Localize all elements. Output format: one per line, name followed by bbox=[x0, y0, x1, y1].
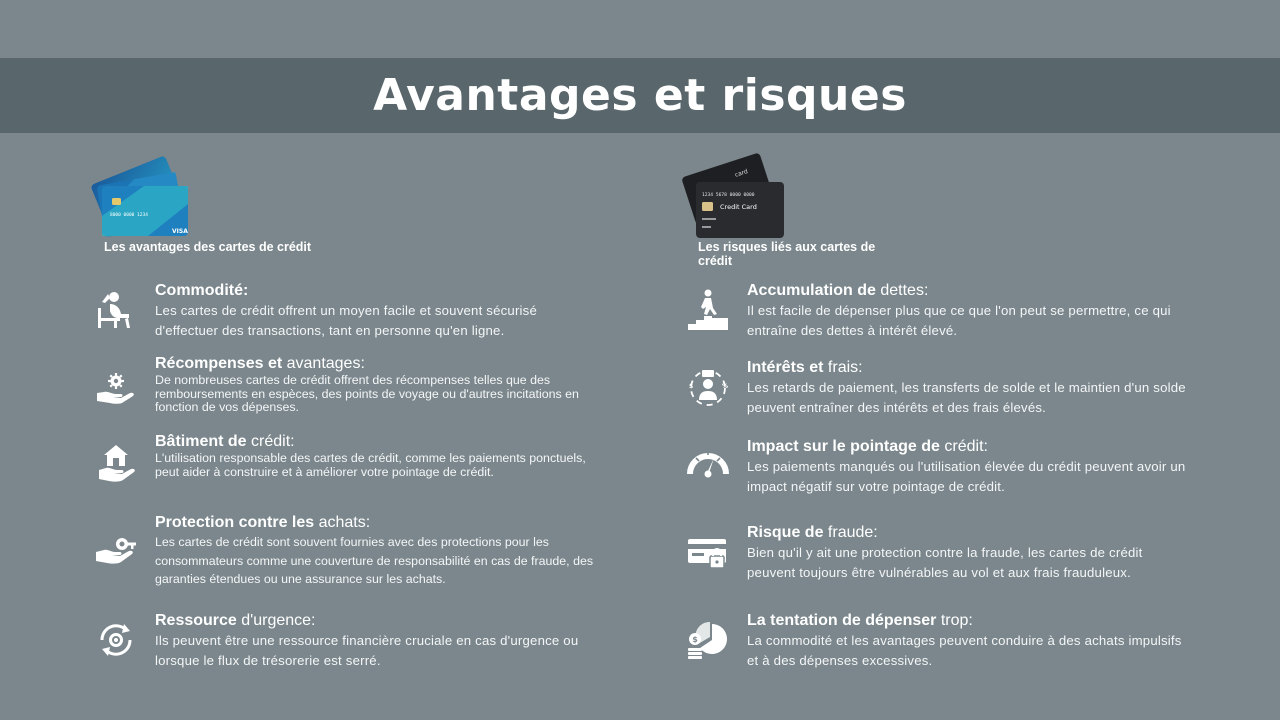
item-description: Il est facile de dépenser plus que ce que l'on peut se permettre, ce qui entraîne des dettes à intérêt élevé. bbox=[747, 303, 1171, 338]
person-fees-icon bbox=[686, 366, 730, 410]
left-column-caption: Les avantages des cartes de crédit bbox=[104, 240, 312, 254]
debt-stairs-icon bbox=[686, 288, 730, 332]
item-description: Les cartes de crédit sont souvent fournies avec des protections pour les consommateurs comme une couverture de responsabilité en cas de fraude, des garanties étendues ou une assurance sur les achats. bbox=[155, 535, 594, 586]
item-description: Bien qu'il y ait une protection contre la fraude, les cartes de crédit peuvent toujours être vulnérables au vol et aux frais frauduleux. bbox=[747, 545, 1143, 580]
item-heading: Impact sur le pointage de crédit: bbox=[747, 438, 988, 455]
item-heading: Commodité: bbox=[155, 282, 249, 299]
right-column-caption: Les risques liés aux cartes de crédit bbox=[698, 240, 876, 268]
credit-gauge-icon bbox=[686, 444, 730, 488]
item-heading: Récompenses et avantages: bbox=[155, 355, 365, 372]
relaxing-person-icon bbox=[94, 288, 138, 332]
card-number: 1234 5678 0000 0000 bbox=[702, 193, 755, 198]
item-description: La commodité et les avantages peuvent conduire à des achats impulsifs et à des dépenses excessives. bbox=[747, 633, 1182, 668]
item-heading: Accumulation de dettes: bbox=[747, 282, 929, 299]
card-label: Credit Card bbox=[720, 203, 757, 211]
item-description: L'utilisation responsable des cartes de crédit, comme les paiements ponctuels, peut aider à construire et à améliorer votre pointage de crédit. bbox=[155, 451, 586, 479]
money-pie-icon bbox=[686, 618, 730, 662]
item-description: Les cartes de crédit offrent un moyen facile et souvent sécurisé d'effectuer des transactions, tant en personne qu'en ligne. bbox=[155, 303, 538, 338]
item-heading: Ressource d'urgence: bbox=[155, 612, 316, 629]
item-description: De nombreuses cartes de crédit offrent des récompenses telles que des remboursements en espèces, des points de voyage ou d'autres incitations en fonction de vos dépenses. bbox=[155, 373, 579, 414]
item-heading: Bâtiment de crédit: bbox=[155, 433, 295, 450]
hand-gear-icon bbox=[94, 366, 138, 410]
svg-text:card: card bbox=[734, 168, 749, 179]
item-heading: Protection contre les achats: bbox=[155, 514, 371, 531]
svg-text:%: % bbox=[722, 383, 729, 390]
svg-text:8000 0000 1234: 8000 0000 1234 bbox=[110, 213, 148, 218]
blue-credit-cards-image bbox=[88, 146, 192, 238]
svg-text:$: $ bbox=[689, 383, 694, 390]
svg-text:$: $ bbox=[692, 635, 698, 645]
hand-house-icon bbox=[94, 442, 138, 486]
item-heading: La tentation de dépenser trop: bbox=[747, 612, 973, 629]
black-credit-cards-image bbox=[682, 146, 786, 240]
slide-title: Avantages et risques bbox=[373, 70, 907, 121]
item-description: Les retards de paiement, les transferts de solde et le maintien d'un solde peuvent entraîner des intérêts et des frais élevés. bbox=[747, 380, 1186, 415]
item-heading: Risque de fraude: bbox=[747, 524, 878, 541]
emergency-cycle-icon bbox=[94, 618, 138, 662]
card-lock-icon bbox=[686, 530, 730, 574]
item-description: Ils peuvent être une ressource financière cruciale en cas d'urgence ou lorsque le flux de trésorerie est serré. bbox=[155, 633, 579, 668]
item-heading: Intérêts et frais: bbox=[747, 359, 863, 376]
title-band bbox=[0, 58, 1280, 133]
hand-key-icon bbox=[94, 530, 138, 574]
item-description: Les paiements manqués ou l'utilisation élevée du crédit peuvent avoir un impact négatif sur votre pointage de crédit. bbox=[747, 459, 1186, 494]
svg-text:VISA: VISA bbox=[172, 228, 188, 235]
